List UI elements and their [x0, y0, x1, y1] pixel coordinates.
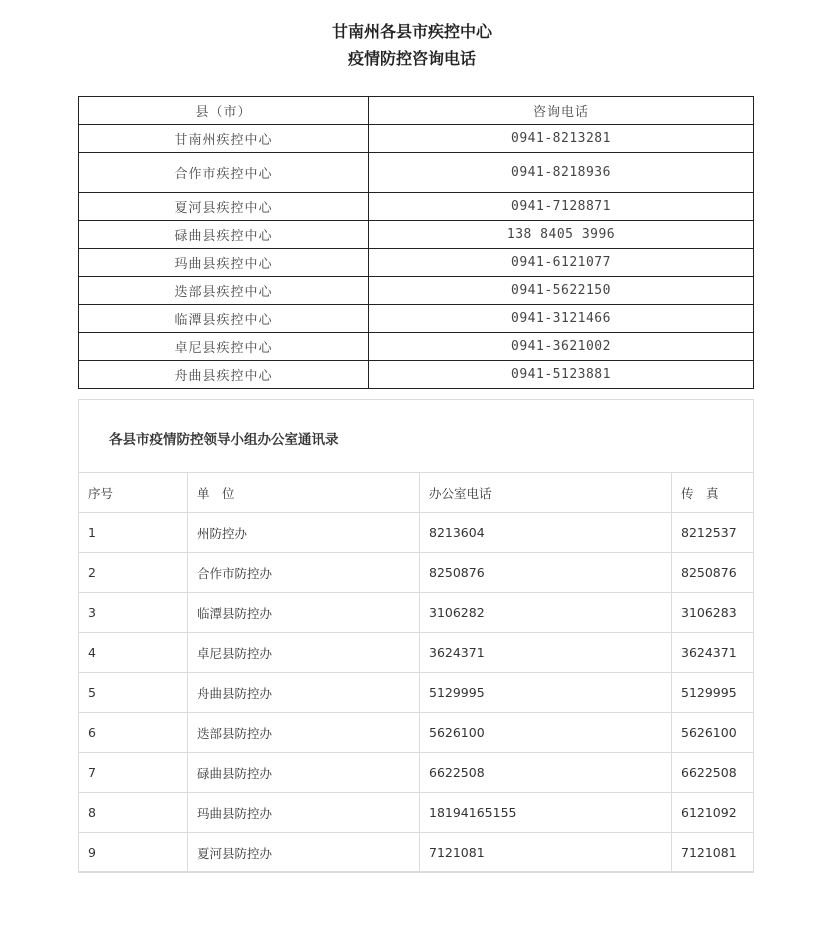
table-header-row — [79, 473, 754, 513]
header-county: 县（市） — [79, 97, 369, 125]
row-unit: 临潭县防控办 — [188, 593, 420, 633]
table-row — [79, 221, 754, 249]
row-unit: 合作市防控办 — [188, 553, 420, 593]
center-phone: 0941-3121466 — [369, 305, 754, 333]
row-unit: 迭部县防控办 — [188, 713, 420, 753]
row-unit: 玛曲县防控办 — [188, 793, 420, 833]
row-office-phone: 8213604 — [420, 513, 672, 553]
row-fax: 6121092 — [672, 793, 754, 833]
table-header-row — [79, 97, 754, 125]
row-number: 7 — [79, 753, 188, 793]
row-unit: 夏河县防控办 — [188, 833, 420, 873]
row-fax: 6622508 — [672, 753, 754, 793]
table-row — [79, 193, 754, 221]
center-phone: 0941-5123881 — [369, 361, 754, 389]
row-office-phone: 8250876 — [420, 553, 672, 593]
table-row — [79, 125, 754, 153]
table-row — [79, 673, 754, 713]
hotline-table — [78, 96, 754, 389]
row-unit: 舟曲县防控办 — [188, 673, 420, 713]
row-fax: 7121081 — [672, 833, 754, 873]
row-number: 2 — [79, 553, 188, 593]
center-name: 碌曲县疾控中心 — [79, 221, 369, 249]
row-unit: 卓尼县防控办 — [188, 633, 420, 673]
office-directory-panel — [78, 399, 754, 872]
row-office-phone: 18194165155 — [420, 793, 672, 833]
row-fax: 5626100 — [672, 713, 754, 753]
row-fax: 3624371 — [672, 633, 754, 673]
table-row — [79, 553, 754, 593]
center-name: 舟曲县疾控中心 — [79, 361, 369, 389]
center-name: 卓尼县疾控中心 — [79, 333, 369, 361]
row-office-phone: 3624371 — [420, 633, 672, 673]
page-title: 甘南州各县市疾控中心 — [331, 22, 492, 41]
page-subtitle: 疫情防控咨询电话 — [347, 49, 476, 68]
table-row — [79, 793, 754, 833]
table-row — [79, 633, 754, 673]
table-row — [79, 153, 754, 193]
row-fax: 3106283 — [672, 593, 754, 633]
row-number: 1 — [79, 513, 188, 553]
row-number: 3 — [79, 593, 188, 633]
center-phone: 0941-3621002 — [369, 333, 754, 361]
table-row — [79, 249, 754, 277]
row-office-phone: 5129995 — [420, 673, 672, 713]
row-office-phone: 5626100 — [420, 713, 672, 753]
table-row — [79, 277, 754, 305]
center-phone: 0941-8218936 — [369, 153, 754, 193]
center-phone: 138 8405 3996 — [369, 221, 754, 249]
center-phone: 0941-5622150 — [369, 277, 754, 305]
row-office-phone: 3106282 — [420, 593, 672, 633]
table-row — [79, 513, 754, 553]
center-phone: 0941-7128871 — [369, 193, 754, 221]
table-row — [79, 333, 754, 361]
header-office-phone: 办公室电话 — [420, 473, 672, 513]
row-number: 8 — [79, 793, 188, 833]
row-number: 6 — [79, 713, 188, 753]
center-name: 合作市疾控中心 — [79, 153, 369, 193]
header-phone: 咨询电话 — [369, 97, 754, 125]
row-number: 4 — [79, 633, 188, 673]
table-row — [79, 361, 754, 389]
row-number: 9 — [79, 833, 188, 873]
center-name: 迭部县疾控中心 — [79, 277, 369, 305]
row-fax: 5129995 — [672, 673, 754, 713]
table-row — [79, 713, 754, 753]
center-phone: 0941-8213281 — [369, 125, 754, 153]
header-number: 序号 — [79, 473, 188, 513]
row-fax: 8250876 — [672, 553, 754, 593]
table-row — [79, 593, 754, 633]
table-row — [79, 753, 754, 793]
row-unit: 州防控办 — [188, 513, 420, 553]
center-name: 临潭县疾控中心 — [79, 305, 369, 333]
center-name: 玛曲县疾控中心 — [79, 249, 369, 277]
row-fax: 8212537 — [672, 513, 754, 553]
center-phone: 0941-6121077 — [369, 249, 754, 277]
row-office-phone: 6622508 — [420, 753, 672, 793]
office-directory-table — [78, 472, 754, 873]
row-office-phone: 7121081 — [420, 833, 672, 873]
center-name: 夏河县疾控中心 — [79, 193, 369, 221]
section-title: 各县市疫情防控领导小组办公室通讯录 — [109, 432, 339, 448]
table-row — [79, 305, 754, 333]
row-number: 5 — [79, 673, 188, 713]
row-unit: 碌曲县防控办 — [188, 753, 420, 793]
table-row — [79, 833, 754, 873]
header-unit: 单 位 — [188, 473, 420, 513]
header-fax: 传 真 — [672, 473, 754, 513]
center-name: 甘南州疾控中心 — [79, 125, 369, 153]
